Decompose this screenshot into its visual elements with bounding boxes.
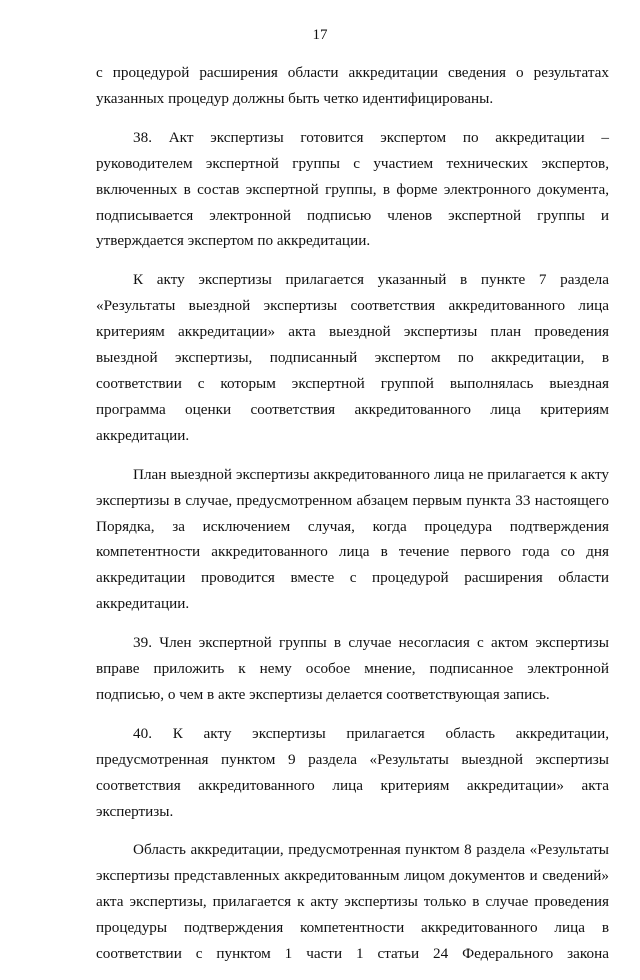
paragraph-39: 39. Член экспертной группы в случае несогласия с актом экспертизы вправе приложить к нему особое мнение, подписанное электронной подписью, о чем в акте экспертизы делается соответствующая запись. [96, 634, 609, 703]
paragraph-40-scope: Область аккредитации, предусмотренная пунктом 8 раздела «Результаты экспертизы представленных аккредитованным лицом документов и сведений» акта экспертизы, прилагается к акту экспертизы только в случае проведения процедуры подтверждения компетентности аккредитованного лица в соответствии с пунктом 1 части 1 статьи 24 Федерального закона [96, 841, 609, 963]
page-number: 17 [312, 27, 328, 43]
paragraph-40: 40. К акту экспертизы прилагается область аккредитации, предусмотренная пунктом 9 раздела «Результаты выездной экспертизы соответствия аккредитованного лица критериям аккредитации» акта экспертизы. [96, 724, 609, 820]
paragraph-continuation: с процедурой расширения области аккредитации сведения о результатах указанных процедур должны быть четко идентифицированы. [96, 64, 609, 107]
paragraph-38-attachment: К акту экспертизы прилагается указанный в пункте 7 раздела «Результаты выездной экспертизы соответствия аккредитованного лица критериям аккредитации» акта выездной экспертизы план проведения выездной экспертизы, подписанный экспертом по аккредитации, в соответствии с которым экспертной группой выполнялась выездная программа оценки соответствия аккредитованного лица критериям аккредитации. [96, 271, 609, 444]
paragraph-38-plan: План выездной экспертизы аккредитованного лица не прилагается к акту экспертизы в случае, предусмотренном абзацем первым пункта 33 настоящего Порядка, за исключением случая, когда процедура подтверждения компетентности аккредитованного лица в течение первого года со дня аккредитации проводится вместе с процедурой расширения области аккредитации. [96, 465, 609, 613]
paragraph-38: 38. Акт экспертизы готовится экспертом по аккредитации – руководителем экспертной группы с участием технических экспертов, включенных в состав экспертной группы, в форме электронного документа, подписывается электронной подписью членов экспертной группы и утверждается экспертом по аккредитации. [96, 128, 609, 250]
document-body [96, 60, 609, 980]
